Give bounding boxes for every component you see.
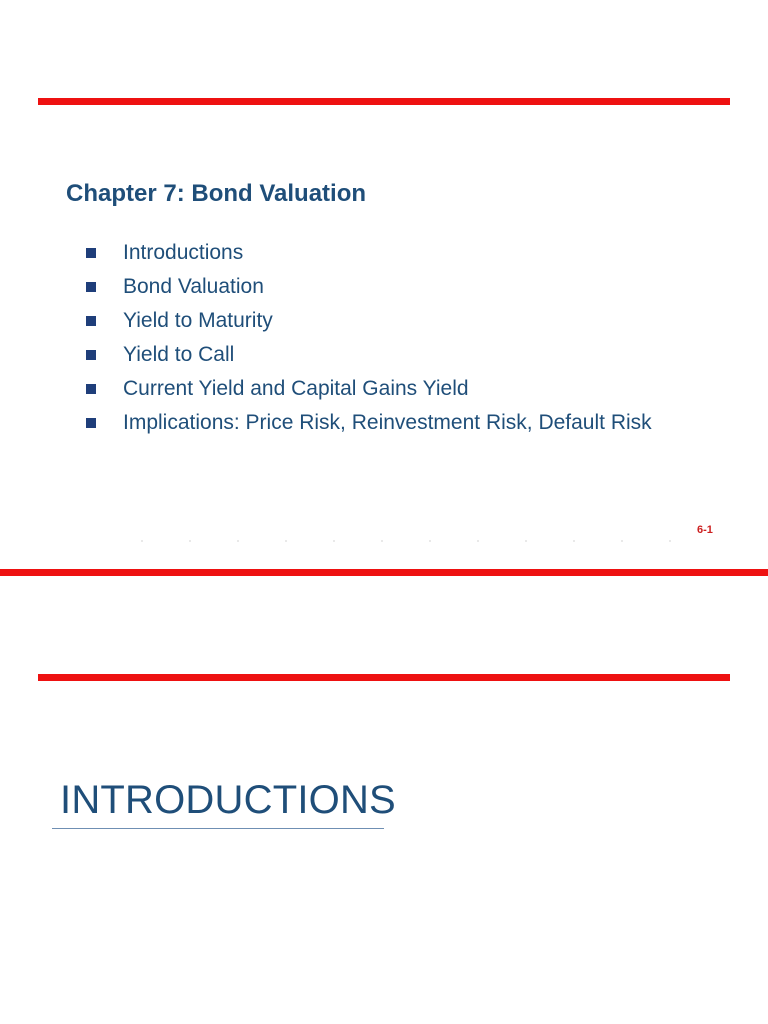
square-bullet-icon: [86, 350, 96, 360]
slide-title: Chapter 7: Bond Valuation: [66, 180, 367, 207]
bullet-item: [86, 270, 652, 304]
slide-2: [0, 576, 768, 1024]
section-title-underline: [52, 828, 384, 829]
bullet-list: [86, 236, 652, 440]
bullet-item: [86, 304, 652, 338]
square-bullet-icon: [86, 384, 96, 394]
bullet-text: Implications: Price Risk, Reinvestment Risk, Default Risk: [123, 411, 652, 434]
bullet-item: [86, 406, 652, 440]
square-bullet-icon: [86, 248, 96, 258]
slide-number: 6-1: [697, 524, 713, 536]
bullet-item: [86, 338, 652, 372]
bullet-text: Introductions: [123, 241, 244, 264]
top-red-rule: [38, 98, 730, 105]
section-title: INTRODUCTIONS: [60, 778, 396, 822]
bullet-text: Yield to Maturity: [123, 309, 273, 332]
bullet-text: Current Yield and Capital Gains Yield: [123, 377, 469, 400]
bullet-text: Yield to Call: [123, 343, 235, 366]
square-bullet-icon: [86, 418, 96, 428]
square-bullet-icon: [86, 282, 96, 292]
square-bullet-icon: [86, 316, 96, 326]
top-red-rule: [38, 674, 730, 681]
slide-separator-red-rule: [0, 569, 768, 576]
bullet-item: [86, 236, 652, 270]
bullet-item: [86, 372, 652, 406]
bullet-text: Bond Valuation: [123, 275, 264, 298]
footer-dotted-line: [118, 540, 678, 542]
